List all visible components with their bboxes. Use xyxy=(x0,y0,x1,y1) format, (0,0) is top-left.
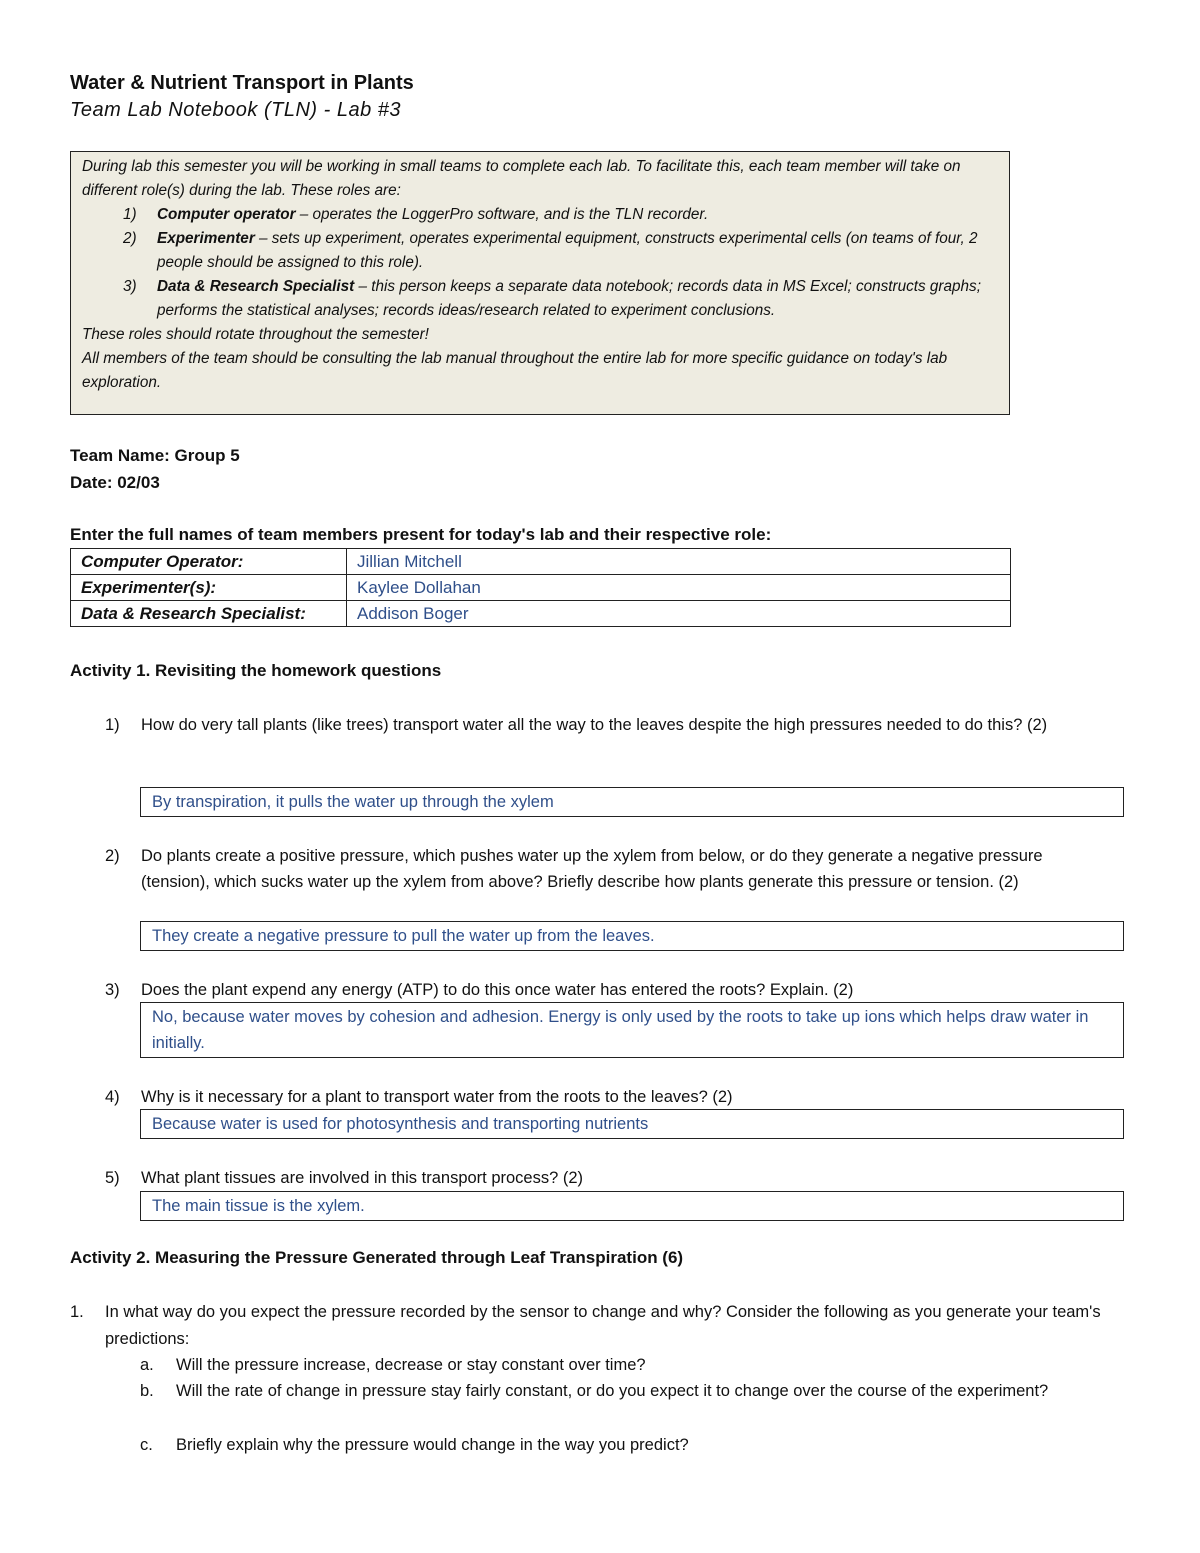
answer-2-field[interactable]: They create a negative pressure to pull the water up from the leaves. xyxy=(140,921,1124,951)
role-cell: Data & Research Specialist: xyxy=(71,601,347,627)
intro-paragraph: During lab this semester you will be working in small teams to complete each lab. To facilitate this, each team member will take on different role(s) during the lab. These roles are: xyxy=(82,158,961,199)
role-item: 2) Experimenter – sets up experiment, operates experimental equipment, constructs experimental cells (on teams of four, 2 people should be assigned to this role). xyxy=(123,230,978,271)
consult-note: All members of the team should be consulting the lab manual throughout the entire lab for more specific guidance on today's lab exploration. xyxy=(82,350,948,391)
role-item: 3) Data & Research Specialist – this person keeps a separate data notebook; records data in MS Excel; constructs graphs; performs the statistical analyses; records ideas/research related to experiment conclusions. xyxy=(123,278,981,319)
question-4: 4) Why is it necessary for a plant to transport water from the roots to the leaves? (2) xyxy=(105,1088,733,1106)
role-item: 1) Computer operator – operates the LoggerPro software, and is the TLN recorder. xyxy=(123,206,709,223)
answer-3-field[interactable]: No, because water moves by cohesion and adhesion. Energy is only used by the roots to take up ions which helps draw water in initially. xyxy=(140,1002,1124,1058)
prediction-subitem: c. Briefly explain why the pressure would change in the way you predict? xyxy=(140,1436,689,1454)
team-name: Team Name: Group 5 xyxy=(70,446,240,465)
question-2: 2) Do plants create a positive pressure, which pushes water up the xylem from below, or do they generate a negative pressure (tension), which sucks water up the xylem from above? Briefly describe how plants generate this pressure or tension. (2) xyxy=(105,847,1043,891)
question-1: 1) How do very tall plants (like trees) transport water all the way to the leaves despite the high pressures needed to do this? (2) xyxy=(105,716,1048,734)
role-description: – operates the LoggerPro software, and is the TLN recorder. xyxy=(295,206,709,223)
rotate-note: These roles should rotate throughout the semester! xyxy=(82,326,429,343)
document-subtitle: Team Lab Notebook (TLN) - Lab #3 xyxy=(70,99,401,121)
role-name: Data & Research Specialist xyxy=(157,278,355,295)
answer-1-field[interactable]: By transpiration, it pulls the water up through the xylem xyxy=(140,787,1124,817)
date: Date: 02/03 xyxy=(70,473,160,492)
question-5: 5) What plant tissues are involved in this transport process? (2) xyxy=(105,1169,584,1187)
table-row xyxy=(71,549,1011,575)
role-name: Computer operator xyxy=(157,206,296,223)
activity1-heading: Activity 1. Revisiting the homework questions xyxy=(70,661,442,680)
roles-list xyxy=(82,203,998,323)
table-row xyxy=(71,601,1011,627)
prediction-subitem: b. Will the rate of change in pressure stay fairly constant, or do you expect it to change over the course of the experiment? xyxy=(140,1382,1049,1400)
question-3: 3) Does the plant expend any energy (ATP) to do this once water has entered the roots? Explain. (2) xyxy=(105,981,854,999)
roles-instructions-box xyxy=(70,151,1010,415)
activity2-heading: Activity 2. Measuring the Pressure Generated through Leaf Transpiration (6) xyxy=(70,1248,684,1267)
members-prompt: Enter the full names of team members present for today's lab and their respective role: xyxy=(70,525,772,544)
role-description: – this person keeps a separate data notebook; records data in MS Excel; constructs graphs; performs the statistical analyses; records ideas/research related to experiment conclusions. xyxy=(157,278,981,319)
role-cell: Computer Operator: xyxy=(71,549,347,575)
answer-5-field[interactable]: The main tissue is the xylem. xyxy=(140,1191,1124,1221)
team-members-table xyxy=(70,548,1011,627)
activity2-question: 1. In what way do you expect the pressure recorded by the sensor to change and why? Consider the following as you generate your team's predictions: xyxy=(70,1303,1101,1348)
prediction-subitem: a. Will the pressure increase, decrease or stay constant over time? xyxy=(140,1356,646,1374)
member-name-field[interactable]: Addison Boger xyxy=(347,601,1011,627)
member-name-field[interactable]: Kaylee Dollahan xyxy=(347,575,1011,601)
role-name: Experimenter xyxy=(157,230,255,247)
document-title: Water & Nutrient Transport in Plants xyxy=(70,72,414,94)
table-row xyxy=(71,575,1011,601)
answer-4-field[interactable]: Because water is used for photosynthesis and transporting nutrients xyxy=(140,1109,1124,1139)
member-name-field[interactable]: Jillian Mitchell xyxy=(347,549,1011,575)
role-description: – sets up experiment, operates experimental equipment, constructs experimental cells (on teams of four, 2 people should be assigned to this role). xyxy=(157,230,978,271)
role-cell: Experimenter(s): xyxy=(71,575,347,601)
